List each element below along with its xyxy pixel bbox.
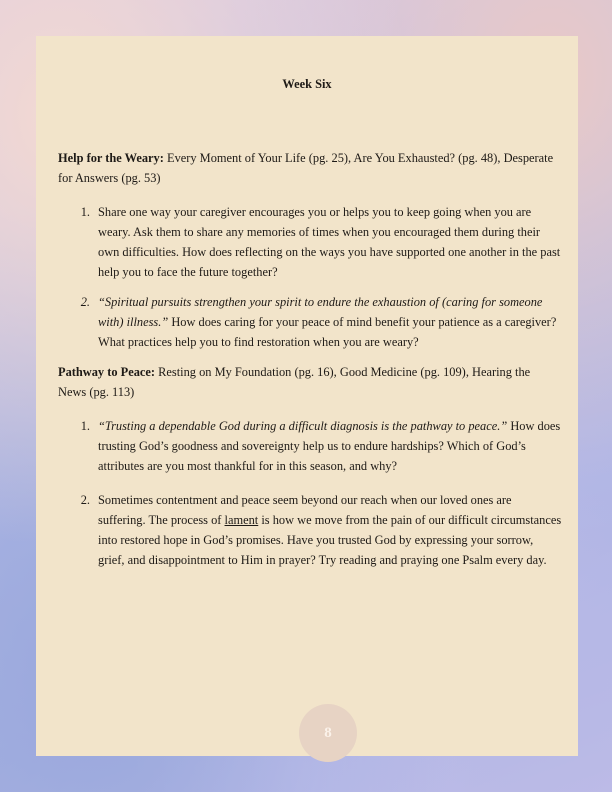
page-number: 8 <box>324 725 332 741</box>
question-number: 2. <box>80 493 90 507</box>
section-heading: Pathway to Peace: <box>58 365 156 379</box>
question-quote: “Trusting a dependable God during a difficult diagnosis is the pathway to peace.” <box>98 419 508 433</box>
page-number-badge <box>299 704 357 762</box>
question-text: Share one way your caregiver encourages you or helps you to keep going when you are weary. Ask them to share any memories of times when you encouraged them during their own difficulties. How does reflecting on the ways you have supported one another in the past help you to face the future together? <box>98 205 561 279</box>
question-body <box>98 490 562 570</box>
section-references: Every Moment of Your Life (pg. 25), Are You Exhausted? (pg. 48), Desperate for Answers (pg. 53) <box>58 151 554 185</box>
question-number: 1. <box>80 419 90 433</box>
question-text-after: is how we move from the pain of our difficult circumstances into restored hope in God’s promises. Have you trusted God by expressing your sorrow, grief, and disappointment to Him in prayer? Try reading and praying one Psalm every day. <box>98 513 562 567</box>
question-quote: “Spiritual pursuits strengthen your spirit to endure the exhaustion of (caring for someone with) illness.” <box>98 295 543 329</box>
question-text: How does trusting God’s goodness and sovereignty help us to endure hardships? Which of God’s attributes are you most thankful for in this season, and why? <box>98 419 561 473</box>
section-heading: Help for the Weary: <box>58 151 164 165</box>
page-title: Week Six <box>282 77 332 91</box>
question-number: 1. <box>80 205 90 219</box>
lament-link[interactable]: lament <box>224 513 259 527</box>
question-text: How does caring for your peace of mind benefit your patience as a caregiver? What practices help you to find restoration when you are weary? <box>98 315 557 349</box>
section-references: Resting on My Foundation (pg. 16), Good Medicine (pg. 109), Hearing the News (pg. 113) <box>58 365 531 399</box>
question-body <box>98 292 562 352</box>
question-body <box>98 416 562 476</box>
section-help-for-the-weary <box>58 148 556 188</box>
question-number: 2. <box>80 295 90 309</box>
question-text-before: Sometimes contentment and peace seem beyond our reach when our loved ones are suffering. The process of <box>98 493 512 527</box>
page-card <box>36 36 578 756</box>
section-pathway-to-peace <box>58 362 556 402</box>
